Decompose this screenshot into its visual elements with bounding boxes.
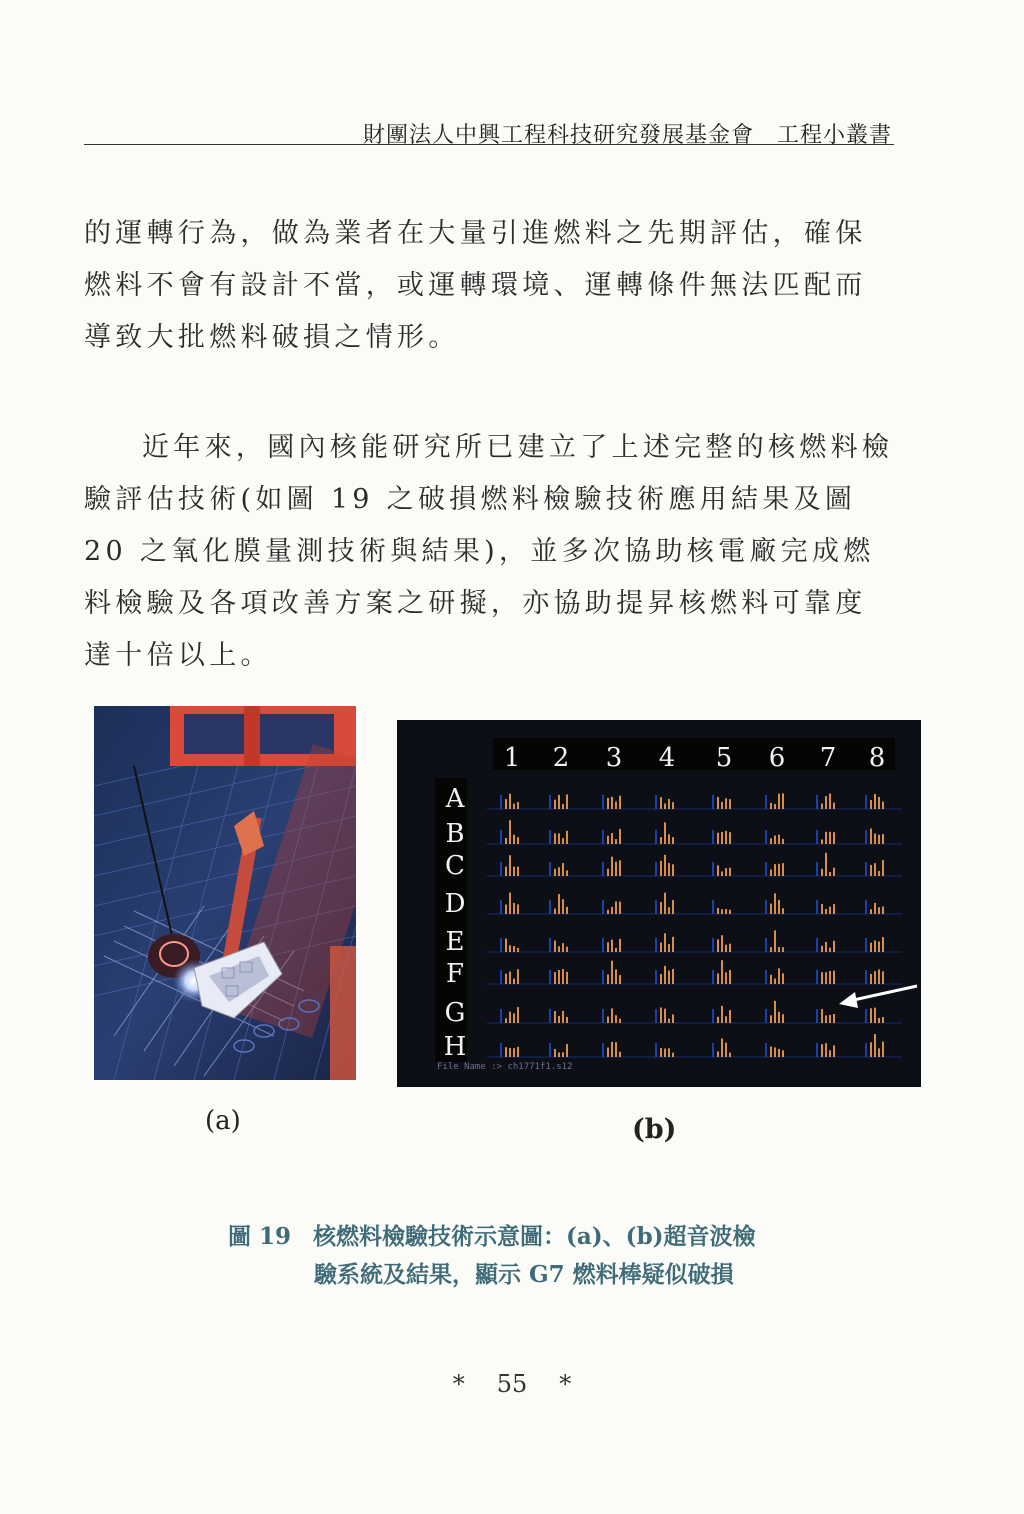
column-label-3: 3 [605, 743, 623, 773]
figure-label-b: (b) [632, 1114, 677, 1145]
header-title: 財團法人中興工程科技研究發展基金會 工程小叢書 [362, 123, 892, 148]
photo-fuel-assembly [94, 706, 356, 1080]
caption-line-1: 核燃料檢驗技術示意圖：(a)、(b)超音波檢 [313, 1223, 756, 1250]
row-label-G: G [444, 998, 466, 1028]
column-label-2: 2 [552, 743, 570, 773]
row-label-C: C [445, 851, 465, 881]
row-label-A: A [445, 784, 465, 814]
figure-caption [228, 1218, 828, 1294]
column-label-8: 8 [868, 743, 886, 773]
paragraph-1: 的運轉行為，做為業者在大量引進燃料之先期評估，確保燃料不會有設計不當，或運轉環境、運轉條件無法匹配而導致大批燃料破損之情形。 [84, 218, 867, 353]
footer-star-left: * [452, 1370, 465, 1398]
footer-star-right: * [559, 1370, 572, 1398]
row-label-E: E [445, 927, 465, 957]
paragraph-2: 近年來，國內核能研究所已建立了上述完整的核燃料檢驗評估技術(如圖 19 之破損燃料檢驗技術應用結果及圖 20 之氧化膜量測技術與結果)，並多次協助核電廠完成燃料檢驗及各項改善方案之研擬，亦協助提昇核燃料可靠度達十倍以上。 [84, 432, 894, 671]
caption-number: 圖 19 [228, 1223, 292, 1250]
column-label-6: 6 [768, 743, 786, 773]
column-label-7: 7 [819, 743, 837, 773]
header-rule [84, 144, 894, 145]
column-label-1: 1 [503, 743, 521, 773]
column-label-4: 4 [658, 743, 676, 773]
row-label-F: F [445, 959, 465, 989]
caption-line-2: 驗系統及結果，顯示 G7 燃料棒疑似破損 [314, 1261, 734, 1288]
figure-label-a: (a) [205, 1106, 241, 1136]
row-label-B: B [445, 819, 465, 849]
scan-file-name: File Name :> ch1771f1.s12 [437, 1062, 573, 1072]
row-label-H: H [443, 1032, 467, 1062]
row-label-D: D [444, 889, 466, 919]
ultrasonic-scan-image [397, 720, 921, 1087]
page-footer [0, 1370, 1024, 1398]
column-label-5: 5 [715, 743, 733, 773]
page-number: 55 [496, 1370, 528, 1398]
